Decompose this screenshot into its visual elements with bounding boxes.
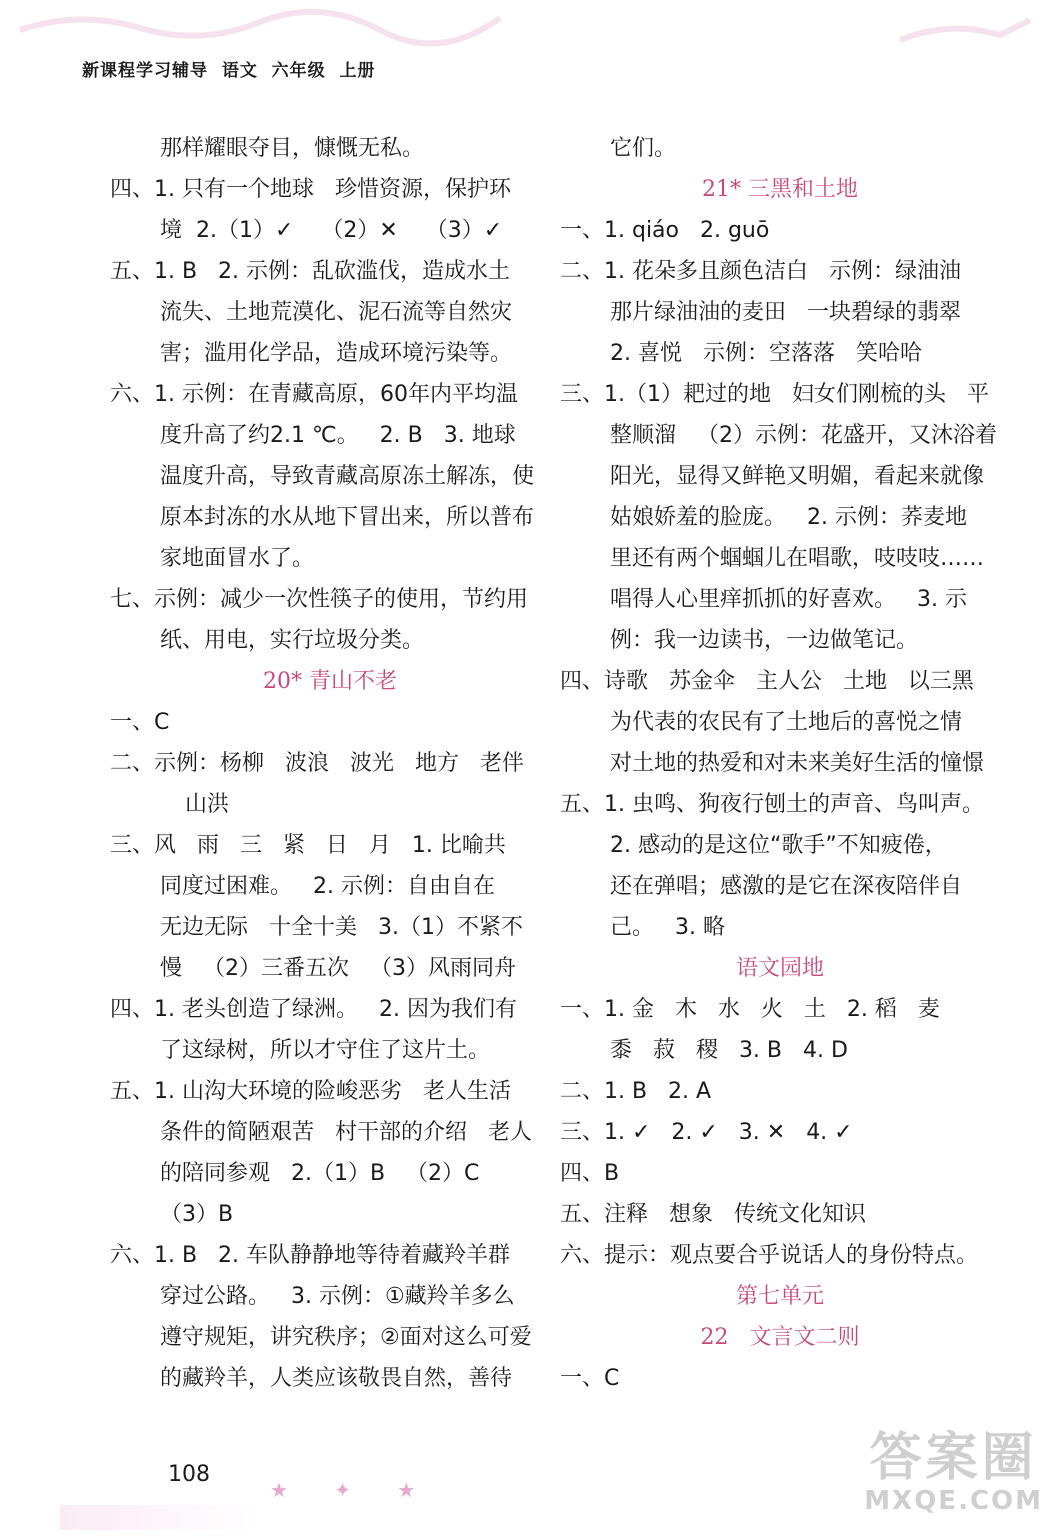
answer-line: 害；滥用化学品，造成环境污染等。 (160, 341, 513, 366)
answer-line: 温度升高，导致青藏高原冻土解冻，使 (160, 464, 535, 489)
answer-line: 的藏羚羊，人类应该敬畏自然，善待 (160, 1366, 513, 1391)
answer-line: 五、注释 想象 传统文化知识 (560, 1202, 866, 1227)
answer-line: 一、1. qiáo 2. guō (560, 218, 770, 243)
answer-line: 六、1. 示例：在青藏高原，60年内平均温 (110, 382, 518, 407)
answer-line: 还在弹唱；感激的是它在深夜陪伴自 (610, 874, 963, 899)
answer-line: 三、风 雨 三 紧 日 月 1. 比喻共 (110, 833, 506, 858)
answer-line: 姑娘娇羞的脸庞。 2. 示例：荞麦地 (610, 505, 967, 530)
answer-line: 慢 （2）三番五次 （3）风雨同舟 (160, 956, 516, 981)
answer-line: 山洪 (185, 792, 230, 817)
watermark-url: MXQE.COM (864, 1486, 1043, 1516)
answer-line: 二、1. 花朵多且颜色洁白 示例：绿油油 (560, 259, 961, 284)
answer-line: 一、C (560, 1366, 620, 1391)
answer-line: 度升高了约2.1 ℃。 2. B 3. 地球 (160, 423, 516, 448)
answer-line: 境 2.（1）✓ （2）✕ （3）✓ (160, 218, 503, 243)
answer-line: 一、1. 金 木 水 火 土 2. 稻 麦 (560, 997, 940, 1022)
answer-line: 例：我一边读书，一边做笔记。 (610, 628, 919, 653)
answer-line: 四、1. 只有一个地球 珍惜资源，保护环 (110, 177, 511, 202)
page-header: 新课程学习辅导 语文 六年级 上册 (82, 61, 376, 81)
answer-line: 纸、用电，实行垃圾分类。 (160, 628, 425, 653)
answer-line: 四、诗歌 苏金伞 主人公 土地 以三黑 (560, 669, 974, 694)
answer-line: 四、B (560, 1161, 620, 1186)
watermark (864, 1430, 1043, 1516)
answer-line: 四、1. 老头创造了绿洲。 2. 因为我们有 (110, 997, 517, 1022)
answer-line: 三、1.（1）耙过的地 妇女们刚梳的头 平 (560, 382, 989, 407)
answer-line: 那片绿油油的麦田 一块碧绿的翡翠 (610, 300, 961, 325)
page-number: 108 (168, 1462, 210, 1487)
answer-line: 六、1. B 2. 车队静静地等待着藏羚羊群 (110, 1243, 511, 1268)
answer-line: 己。 3. 略 (610, 915, 725, 940)
section-title: 20* 青山不老 (263, 669, 397, 694)
answer-line: 2. 喜悦 示例：空落落 笑哈哈 (610, 341, 922, 366)
answer-line: 家地面冒水了。 (160, 546, 315, 571)
watermark-logo: 答案圈 (869, 1428, 1038, 1488)
answer-line: 二、1. B 2. A (560, 1079, 712, 1104)
star-decoration-icon: ★ ✦ ★ (270, 1478, 436, 1502)
answer-line: 穿过公路。 3. 示例：①藏羚羊多么 (160, 1284, 515, 1309)
answer-line: 无边无际 十全十美 3.（1）不紧不 (160, 915, 523, 940)
answer-line: 七、示例：减少一次性筷子的使用，节约用 (110, 587, 529, 612)
answer-line: 它们。 (610, 136, 677, 161)
answer-line: 五、1. 山沟大环境的险峻恶劣 老人生活 (110, 1079, 511, 1104)
answer-line: 一、C (110, 710, 170, 735)
answer-line: 流失、土地荒漠化、泥石流等自然灾 (160, 300, 513, 325)
answer-line: 遵守规矩，讲究秩序；②面对这么可爱 (160, 1325, 532, 1350)
answer-line: 对土地的热爱和对未来美好生活的憧憬 (610, 751, 985, 776)
answer-line: （3）B (160, 1202, 234, 1227)
answer-line: 2. 感动的是这位“歌手”不知疲倦， (610, 833, 947, 858)
answer-line: 同度过困难。 2. 示例：自由自在 (160, 874, 495, 899)
answer-line: 五、1. B 2. 示例：乱砍滥伐，造成水土 (110, 259, 511, 284)
answer-line: 黍 菽 稷 3. B 4. D (610, 1038, 848, 1063)
answer-line: 阳光，显得又鲜艳又明媚，看起来就像 (610, 464, 985, 489)
section-title: 第七单元 (735, 1284, 824, 1309)
answer-line: 整顺溜 （2）示例：花盛开，又沐浴着 (610, 423, 997, 448)
answer-line: 那样耀眼夺目，慷慨无私。 (160, 136, 425, 161)
answer-line: 里还有两个蝈蝈儿在唱歌，吱吱吱…… (610, 546, 985, 571)
top-decoration (0, 0, 1055, 48)
answer-column-left (110, 128, 550, 1399)
answer-line: 原本封冻的水从地下冒出来，所以普布 (160, 505, 535, 530)
section-title: 21* 三黑和土地 (702, 177, 858, 202)
answer-line: 了这绿树，所以才守住了这片土。 (160, 1038, 491, 1063)
answer-line: 六、提示：观点要合乎说话人的身份特点。 (560, 1243, 979, 1268)
section-title: 22 文言文二则 (700, 1325, 860, 1350)
answer-line: 五、1. 虫鸣、狗夜行刨土的声音、鸟叫声。 (560, 792, 984, 817)
answer-line: 条件的简陋艰苦 村干部的介绍 老人 (160, 1120, 532, 1145)
answer-line: 三、1. ✓ 2. ✓ 3. ✕ 4. ✓ (560, 1120, 853, 1145)
answer-column-right (560, 128, 1000, 1399)
section-title: 语文园地 (735, 956, 824, 981)
answer-line: 为代表的农民有了土地后的喜悦之情 (610, 710, 963, 735)
bottom-decoration (60, 1505, 260, 1530)
answer-line: 唱得人心里痒抓抓的好喜欢。 3. 示 (610, 587, 967, 612)
answer-line: 的陪同参观 2.（1）B （2）C (160, 1161, 480, 1186)
answer-line: 二、示例：杨柳 波浪 波光 地方 老伴 (110, 751, 524, 776)
